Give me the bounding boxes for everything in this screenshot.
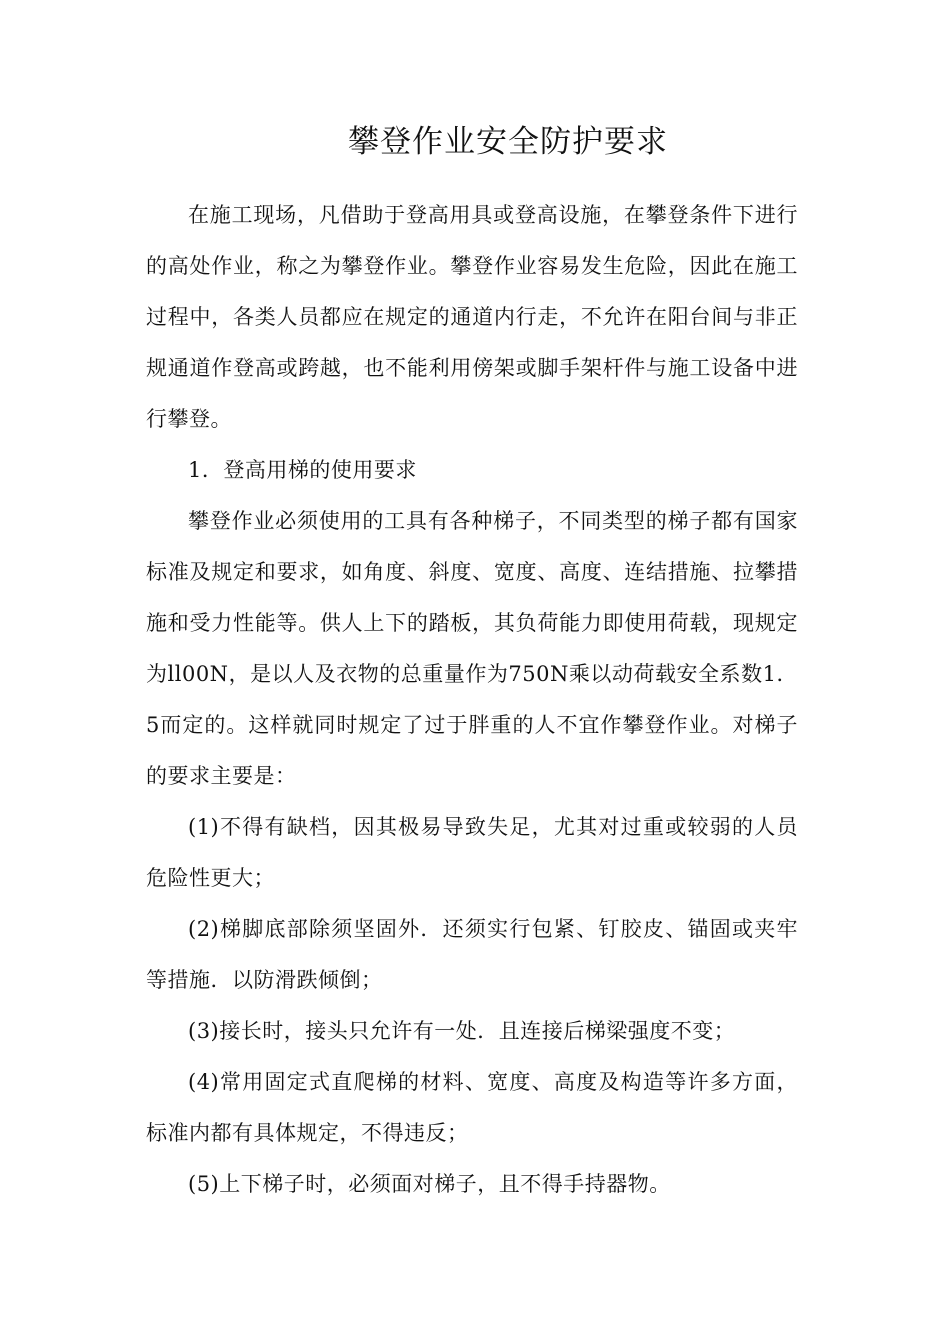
intro-paragraph: 在施工现场，凡借助于登高用具或登高设施，在攀登条件下进行的高处作业，称之为攀登作业。攀登作业容易发生危险，因此在施工过程中，各类人员都应在规定的通道内行走，不允许在阳台间与非正规通道作登高或跨越，也不能利用傍架或脚手架杆件与施工设备中进行攀登。: [146, 203, 798, 431]
section-heading-ladder-requirements: 1．登高用梯的使用要求: [188, 458, 417, 482]
requirement-item-3: (3)接长时，接头只允许有一处．且连接后梯梁强度不变；: [188, 1019, 736, 1043]
requirement-item-2: (2)梯脚底部除须坚固外．还须实行包紧、钉胶皮、锚固或夹牢等措施．以防滑跌倾倒；: [146, 917, 798, 992]
requirement-item-5: (5)上下梯子时，必须面对梯子，且不得手持器物。: [188, 1172, 671, 1196]
requirement-item-1: (1)不得有缺档，因其极易导致失足，尤其对过重或较弱的人员危险性更大；: [146, 815, 798, 890]
document-title: 攀登作业安全防护要求: [348, 124, 668, 160]
document-body: [146, 190, 798, 1210]
requirement-item-4: (4)常用固定式直爬梯的材料、宽度、高度及构造等许多方面，标准内都有具体规定，不得违反；: [146, 1070, 798, 1145]
ladder-standards-paragraph: 攀登作业必须使用的工具有各种梯子，不同类型的梯子都有国家标准及规定和要求，如角度、斜度、宽度、高度、连结措施、拉攀措施和受力性能等。供人上下的踏板，其负荷能力即使用荷载，现规定为ll00N，是以人及衣物的总重量作为750N乘以动荷载安全系数1．5而定的。这样就同时规定了过于胖重的人不宜作攀登作业。对梯子的要求主要是：: [146, 509, 798, 788]
